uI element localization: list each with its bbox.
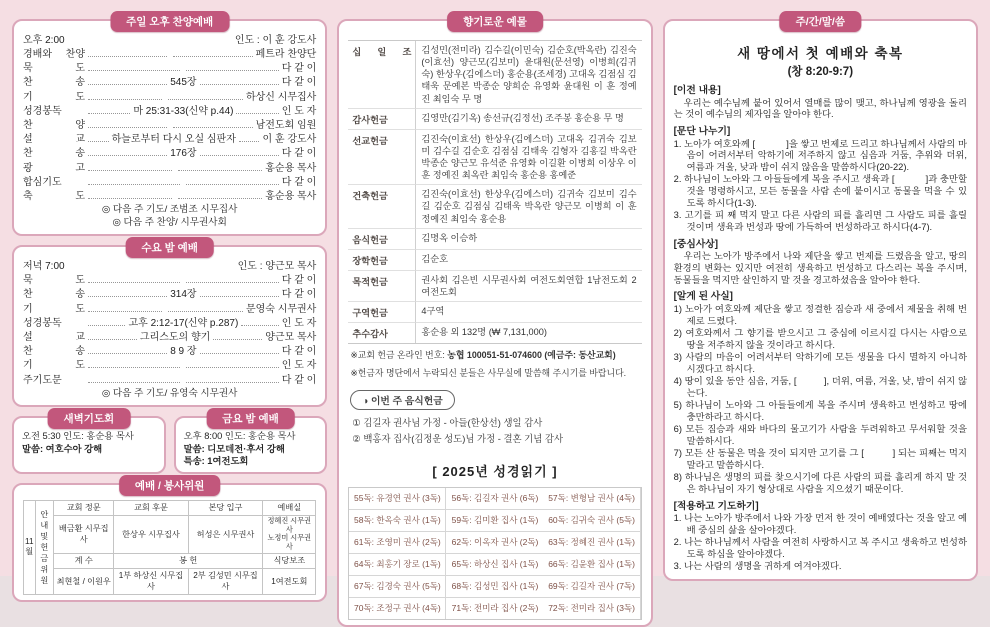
worship-item-person: 다 같 이	[281, 63, 317, 75]
worship-item-person: 이 훈 강도사	[262, 134, 317, 146]
left-column	[12, 10, 327, 592]
bible-reading-cell: 58독: 한옥숙 권사 (1독)	[349, 510, 446, 532]
worship-item-label: 찬 송	[23, 148, 85, 160]
committee-member: 배금환 시무집사	[54, 515, 114, 553]
leader-dots	[178, 191, 262, 199]
section-ribbon-dawn-prayer: 새벽기도회	[47, 408, 130, 429]
sermon-numbered-item: 8) 하나님은 생명의 피를 찾으시기에 다른 사람의 피를 흘리게 하지 말 것은 하나님이 자기 형상대로 사람을 지으셨기 때문이다.	[673, 472, 967, 494]
weekly-word-box	[663, 16, 978, 581]
offering-type-label: 건축헌금	[348, 185, 416, 228]
section-heading: [이전 내용]	[673, 85, 721, 96]
leader-dots	[213, 332, 262, 340]
bible-reading-cell: 65독: 하상신 집사 (1독)	[446, 554, 543, 576]
offering-account-number: 농협 100051-51-074600 (예금주: 동산교회)	[447, 349, 616, 360]
leader-dots	[88, 191, 172, 199]
leader-dots	[88, 332, 137, 340]
order-of-worship-row	[23, 288, 316, 302]
sermon-numbered-item: 5) 하나님이 노아와 그 아들들에게 복을 주시며 생육하고 번성하고 땅에 충만하라고 하시다.	[673, 400, 967, 422]
offering-missing-note: ※헌금자 명단에서 누락되신 분들은 사무실에 말씀해 주시기를 바랍니다.	[350, 367, 627, 378]
worship-item-label: 합심기도	[23, 176, 62, 188]
leader-dots	[168, 92, 242, 100]
weekly-food-offering-title: ◑ 이번 주 음식헌금	[350, 390, 454, 410]
service-note: ◎ 다음 주 기도/ 조범조 시무집사	[101, 204, 238, 216]
worship-item-label: 성경봉독	[23, 105, 62, 117]
offering-names: 김진숙(이효선) 한상우(김에스더) 고대옥 김귀숙 김보미 김수길 김순호 김점심 김태욱 김형자 김홍길 박옥란 박종순 양근모 유석준 유영화 이길환 이병희 이상우 이 훈 정예진 최옥란 최임숙 홍순용 홍예준	[416, 130, 641, 186]
bible-reading-cell: 56독: 김길자 권사 (6독)	[446, 488, 543, 510]
worship-item-label: 경배와 찬양	[23, 49, 85, 60]
section-heading: [알게 된 사실]	[673, 291, 733, 303]
friday-message: 말씀: 디모데전·후서 강해	[183, 443, 285, 454]
worship-item-detail: 고후 2:12-17(신약 p.287)	[128, 317, 239, 329]
committee-header: 교회 후문	[114, 500, 189, 515]
leader-dots	[186, 360, 278, 368]
leader-dots	[186, 177, 278, 185]
order-of-worship-row	[23, 76, 316, 90]
worship-item-person: 다 같 이	[281, 374, 317, 386]
bible-reading-cell: 55독: 유경연 권사 (3독)	[349, 488, 446, 510]
section-main-idea	[674, 238, 967, 287]
bible-reading-cell: 60독: 김귀숙 권사 (5독)	[544, 510, 641, 532]
committee-header: 식당보조	[263, 553, 316, 568]
leader-dots	[236, 106, 278, 114]
worship-item-person: 다 같 이	[281, 77, 317, 89]
sermon-title: 새 땅에서 첫 예배와 축복	[737, 46, 904, 61]
service-meta	[23, 34, 316, 48]
section-paragraphs	[674, 304, 967, 496]
bible-reading-cell: 66독: 김윤환 집사 (1독)	[544, 554, 641, 576]
friday-time-leader: 오후 8:00 인도: 홍순용 목사	[183, 431, 296, 442]
committee-member: 2부 김성민 시무집사	[188, 568, 263, 594]
worship-item-label: 기 도	[23, 91, 85, 103]
bible-reading-cell: 63독: 정혜진 권사 (1독)	[544, 532, 641, 554]
bible-reading-cell: 64독: 최홍기 장로 (1독)	[349, 554, 446, 576]
order-of-worship-row	[23, 190, 316, 204]
committee-month: 11 월	[24, 500, 36, 594]
worship-item-detail: 그리스도의 향기	[139, 332, 211, 344]
worship-item-person: 다 같 이	[281, 148, 317, 160]
order-of-worship-row	[23, 62, 316, 76]
order-of-worship-row	[23, 331, 316, 345]
bible-reading-cell: 71독: 전미라 집사 (2독)	[451, 603, 539, 614]
sermon-paragraph: 우리는 노아가 방주에서 나와 제단을 쌓고 번제를 드렸음을 알고, 땅의 환경의 변화는 있지만 여전히 생육하고 번성하고 다스리는 복을 주시며, 동물들을 먹지만 살인하지 말 것을 경고하셨음을 알아야 한다.	[673, 251, 967, 285]
section-ribbon-sunday-afternoon: 주일 오후 찬양예배	[110, 11, 229, 32]
right-column	[663, 10, 978, 572]
committee-member: 정혜진 시무권사 노정미 시무권사	[263, 515, 316, 553]
order-of-worship-list	[23, 274, 316, 388]
order-of-worship-row	[23, 374, 316, 388]
sermon-numbered-item: 6) 모든 짐승과 새와 바다의 물고기가 사람을 두려워하고 무서워할 것을 말씀하시다.	[673, 424, 967, 446]
offering-type-label: 목적헌금	[348, 271, 416, 302]
worship-item-person: 페트라 찬양단	[255, 49, 317, 60]
worship-item-person: 다 같 이	[281, 346, 317, 358]
worship-item-person: 홍순용 목사	[265, 191, 317, 203]
bible-reading-cell: 62독: 이옥자 권사 (2독)	[446, 532, 543, 554]
leader-dots	[88, 177, 180, 185]
leader-dots	[88, 63, 180, 71]
service-time: 저녁 7:00	[23, 261, 65, 273]
bible-reading-title: [ 2025년 성경읽기 ]	[432, 463, 558, 479]
sermon-numbered-item: 1. 나는 노아가 방주에서 나와 가장 먼저 한 것이 예배였다는 것을 알고 예배 중심의 삶을 살아야겠다.	[673, 513, 967, 535]
bible-reading-table	[348, 487, 641, 620]
leader-dots	[88, 275, 180, 283]
bible-reading-cell: 68독: 김성민 집사 (1독)	[446, 576, 543, 598]
sermon-numbered-item: 1) 노아가 여호와께 제단을 쌓고 정결한 짐승과 새 중에서 제물을 취해 번제로 드렸다.	[673, 303, 967, 326]
worship-item-label: 찬 송	[23, 289, 85, 301]
weekly-food-item: ① 김길자 권사님 가정 - 아들(한상선) 생일 감사	[352, 416, 543, 428]
worship-item-person: 인 도 자	[281, 360, 317, 372]
service-meta	[23, 260, 316, 274]
bible-reading-cell: 72독: 전미라 집사 (3독)	[544, 598, 641, 619]
worship-item-person: 다 같 이	[281, 275, 317, 287]
committee-header: 계 수	[54, 553, 114, 568]
worship-item-label: 광 고	[23, 162, 85, 174]
sermon-numbered-item: 3) 사람의 마음이 어려서부터 악하기에 모든 생물을 다시 멸하지 아니하시겠다고 하시다.	[673, 352, 967, 374]
worship-item-label: 설 교	[23, 332, 85, 344]
offerings-box	[337, 16, 652, 627]
leader-dots	[168, 304, 242, 312]
service-note: ◎ 다음 주 기도/ 유영숙 시무권사	[101, 387, 238, 399]
section-ribbon-friday-night: 금요 밤 예배	[206, 408, 295, 429]
section-ribbon-offerings: 향기로운 예물	[447, 11, 543, 32]
leader-dots	[88, 346, 167, 354]
order-of-worship-row	[23, 105, 316, 119]
service-notes	[23, 388, 316, 401]
sermon-numbered-item: 4) 땅이 있을 동안 심음, 거둠, [ ], 더위, 여름, 겨울, 낮, 밤이 쉬지 않는다.	[673, 376, 967, 398]
section-apply-and-pray	[674, 500, 967, 573]
order-of-worship-row	[23, 303, 316, 317]
offering-names: 홍순용 외 132명 (₩ 7,131,000)	[421, 326, 547, 337]
middle-column	[337, 10, 652, 614]
sermon-numbered-item: 1. 노아가 여호와께 [ ]을 쌓고 번제로 드리고 하나님께서 사람의 마음이 어려서부터 악하기에 저주하지 않고 심음과 거둠, 추위와 더위, 여름과 겨울, 낮과 밤이 쉬지 않음을 말씀하시다(20-22).	[673, 138, 967, 173]
leader-dots	[88, 304, 162, 312]
leader-dots	[88, 134, 109, 142]
leader-dots	[200, 148, 279, 156]
worship-item-person: 다 같 이	[281, 289, 317, 301]
worship-item-person: 남전도회 임원	[255, 120, 317, 132]
worship-item-label: 축 도	[23, 191, 85, 203]
sermon-numbered-item: 2) 여호와께서 그 향기를 받으시고 그 중심에 이르시길 다시는 사람으로 땅을 저주하지 않을 것이라고 하시다.	[673, 327, 967, 350]
offering-type-label: 감사헌금	[348, 109, 416, 130]
sermon-scripture: (창 8:20-9:7)	[787, 66, 854, 78]
worship-item-label: 기 도	[23, 303, 85, 315]
order-of-worship-row	[23, 119, 316, 133]
section-ribbon-committee: 예배 / 봉사위원	[119, 475, 221, 496]
sermon-numbered-item: 2. 하나님이 노아와 그 아들들에게 복을 주시고 생육과 [ ]과 충만할 것을 명령하시고, 모든 동물을 사람 손에 붙이시고 동물을 먹을 수 있도록 하시다(1-3).	[673, 174, 967, 208]
dawn-message: 말씀: 여호수아 강해	[22, 443, 103, 454]
small-services-row	[12, 407, 327, 474]
service-note: ◎ 다음 주 찬양/ 시무권사회	[112, 216, 227, 228]
offering-names: 김순호	[416, 250, 641, 271]
leader-dots	[200, 346, 279, 354]
committee-header: 봉 헌	[114, 553, 263, 568]
section-heading: [문단 나누기]	[673, 126, 731, 138]
leader-dots	[173, 120, 252, 128]
committee-member: 최현철 / 이원우	[54, 568, 114, 594]
offering-type-label: 십 일 조	[348, 41, 416, 109]
committee-member: 허성은 시무권사	[188, 515, 263, 553]
leader-dots	[200, 289, 279, 297]
leader-dots	[88, 148, 167, 156]
order-of-worship-list	[23, 48, 316, 204]
offering-type-label: 음식헌금	[348, 229, 416, 250]
committee-header: 예배실	[263, 500, 316, 515]
sermon-numbered-item: 3. 고기를 피 째 먹지 말고 다른 사람의 피를 흘리면 그 사람도 피를 흘릴 것이며 생육과 번성과 땅에 가득하여 번성하라고 하시다(4-7).	[673, 210, 967, 232]
leader-dots	[88, 92, 162, 100]
offering-type-label: 장학헌금	[348, 250, 416, 271]
bible-reading-cell: 59독: 김미환 집사 (1독)	[446, 510, 543, 532]
leader-dots	[241, 318, 278, 326]
friday-night-service-box	[174, 413, 328, 474]
order-of-worship-row	[23, 48, 316, 62]
bible-reading-cell: 67독: 김경숙 권사 (5독)	[349, 576, 446, 598]
worship-item-detail: 176장	[170, 148, 197, 160]
section-learned-facts	[674, 290, 967, 495]
committee-member: 1부 하상신 시무집사	[114, 568, 189, 594]
sermon-numbered-item: 7) 모든 산 동물은 먹을 것이 되지만 고기를 그 [ ] 되는 피째는 먹지 말라고 말씀하시다.	[673, 448, 967, 470]
weekly-food-items	[348, 415, 641, 447]
leader-dots	[178, 163, 262, 171]
offering-online-note-prefix: ※교회 헌금 온라인 번호:	[350, 349, 448, 360]
committee-member: 1여전도회	[263, 568, 316, 594]
worship-item-detail: 하늘로부터 다시 오실 심판자	[111, 134, 236, 146]
offering-names: 권사회 김은빈 시무권사회 여전도회연합 1남전도회 2여전도회	[416, 271, 641, 302]
offering-type-label: 추수감사	[348, 323, 416, 343]
wednesday-night-service-box	[12, 242, 327, 407]
committee-table	[23, 500, 316, 595]
service-notes	[23, 204, 316, 229]
friday-special-song: 특송: 1여전도회	[183, 456, 249, 467]
leader-dots	[88, 375, 180, 383]
worship-item-label: 찬 양	[23, 120, 85, 132]
section-paragraphs	[674, 139, 967, 234]
section-previous-content	[674, 84, 967, 121]
worship-item-label: 설 교	[23, 134, 85, 146]
order-of-worship-row	[23, 176, 316, 190]
leader-dots	[239, 134, 260, 142]
weekly-food-offering	[348, 380, 641, 447]
worship-item-person: 문영숙 시무권사	[245, 303, 317, 315]
bible-reading-cell: 69독: 김길자 권사 (7독)	[544, 576, 641, 598]
leader-dots	[88, 289, 167, 297]
section-paragraphs	[674, 98, 967, 122]
dawn-time-leader: 오전 5:30 인도: 홍순용 목사	[22, 431, 134, 442]
sermon-numbered-item: 2. 나는 하나님께서 사람을 여전히 사랑하시고 복 주시고 생육하고 번성하도록 하심을 알아야겠다.	[673, 537, 967, 559]
order-of-worship-row	[23, 133, 316, 147]
committee-member: 한상우 시무집사	[114, 515, 189, 553]
worship-item-detail: 545장	[170, 77, 197, 89]
worship-item-label: 찬 송	[23, 77, 85, 89]
worship-item-person: 홍순용 목사	[265, 162, 317, 174]
service-leader: 인도 : 이 훈 강도사	[234, 35, 317, 46]
leader-dots	[88, 360, 180, 368]
offering-names: 김진숙(이효선) 한상우(김에스더) 김귀숙 김보미 김수길 김순호 김점심 김태욱 박옥란 양근모 이병희 이 훈 정예진 최임숙 홍순용	[416, 185, 641, 228]
order-of-worship-row	[23, 274, 316, 288]
leader-dots	[186, 275, 278, 283]
leader-dots	[88, 49, 167, 57]
worship-item-person: 다 같 이	[281, 176, 317, 188]
bible-reading-cell: 61독: 조영미 권사 (2독)	[349, 532, 446, 554]
service-leader: 인도 : 양근모 목사	[237, 261, 317, 273]
leader-dots	[186, 63, 278, 71]
worship-item-person: 인 도 자	[281, 105, 317, 117]
offering-names: 김명옥 이승하	[416, 229, 641, 250]
sunday-afternoon-service-box	[12, 16, 327, 236]
worship-item-label: 묵 도	[23, 63, 85, 75]
service-committee-box	[12, 479, 327, 602]
order-of-worship-row	[23, 345, 316, 359]
offering-type-label: 구역헌금	[348, 302, 416, 323]
offering-names: 김영만(김기옥) 송선규(김정선) 조주봉 홍순용 무 명	[416, 109, 641, 130]
worship-item-detail: 314장	[170, 289, 197, 301]
offering-online-note	[350, 349, 639, 362]
worship-item-label: 기 도	[23, 360, 85, 372]
worship-item-detail: 마 25:31-33(신약 p.44)	[133, 105, 234, 117]
worship-item-label: 주기도문	[23, 374, 62, 386]
committee-header: 교회 정문	[54, 500, 114, 515]
weekly-food-item: ② 백홍자 집사(김정운 성도)님 가정 - 결혼 기념 감사	[352, 432, 564, 444]
section-heading: [적용하고 기도하기]	[673, 500, 759, 512]
bible-reading-cell: 57독: 변형남 권사 (4독)	[544, 488, 641, 510]
order-of-worship-row	[23, 91, 316, 105]
order-of-worship-row	[23, 147, 316, 161]
worship-item-label: 성경봉독	[23, 317, 62, 329]
leader-dots	[88, 318, 125, 326]
leader-dots	[173, 49, 252, 57]
offering-table	[348, 40, 641, 344]
committee-header: 본당 입구	[188, 500, 263, 515]
worship-item-person: 인 도 자	[281, 317, 317, 329]
worship-item-person: 하상신 시무집사	[245, 91, 317, 103]
offering-names: 4구역	[416, 302, 641, 323]
bible-reading-cell: 70독: 조정구 권사 (4독)	[349, 598, 446, 619]
section-ribbon-wednesday-night: 수요 밤 예배	[125, 237, 214, 258]
leader-dots	[88, 106, 130, 114]
worship-item-label: 묵 도	[23, 275, 85, 287]
committee-role: 안내 및 헌금 위원	[35, 500, 54, 594]
worship-item-person: 양근모 목사	[265, 332, 317, 344]
offering-names: 김성민(전미라) 김수길(이민숙) 김순호(박옥란) 김진숙(이효선) 양근모(김보미) 윤대원(문선영) 이병희(김귀숙) 한상우(김에스더) 홍순용(조세경) 고대옥 김점심 김태욱 문예본 박종순 양희순 유영화 윤대원 이 훈 정예진 최임숙 무 명	[416, 41, 641, 109]
leader-dots	[88, 120, 167, 128]
section-heading: [중심사상]	[673, 238, 719, 250]
leader-dots	[88, 163, 172, 171]
section-paragraph-division	[674, 125, 967, 234]
order-of-worship-row	[23, 359, 316, 373]
sermon-paragraph: 우리는 예수님께 붙어 있어서 열매를 많이 맺고, 하나님께 영광을 돌리는 것이 예수님의 제자임을 알아야 한다.	[673, 97, 967, 120]
sermon-numbered-item: 3. 나는 사람의 생명을 귀하게 여겨야겠다.	[673, 561, 842, 572]
service-time: 오후 2:00	[23, 35, 65, 46]
worship-item-label: 찬 송	[23, 346, 85, 358]
section-paragraphs	[674, 513, 967, 573]
section-ribbon-weekly-word: 주/간/말/씀	[780, 11, 861, 32]
worship-item-detail: 8 9 장	[170, 346, 197, 358]
leader-dots	[200, 77, 279, 85]
section-paragraphs	[674, 251, 967, 286]
offering-type-label: 선교헌금	[348, 130, 416, 186]
dawn-prayer-box	[12, 413, 166, 474]
leader-dots	[186, 375, 278, 383]
leader-dots	[88, 77, 167, 85]
order-of-worship-row	[23, 162, 316, 176]
order-of-worship-row	[23, 317, 316, 331]
